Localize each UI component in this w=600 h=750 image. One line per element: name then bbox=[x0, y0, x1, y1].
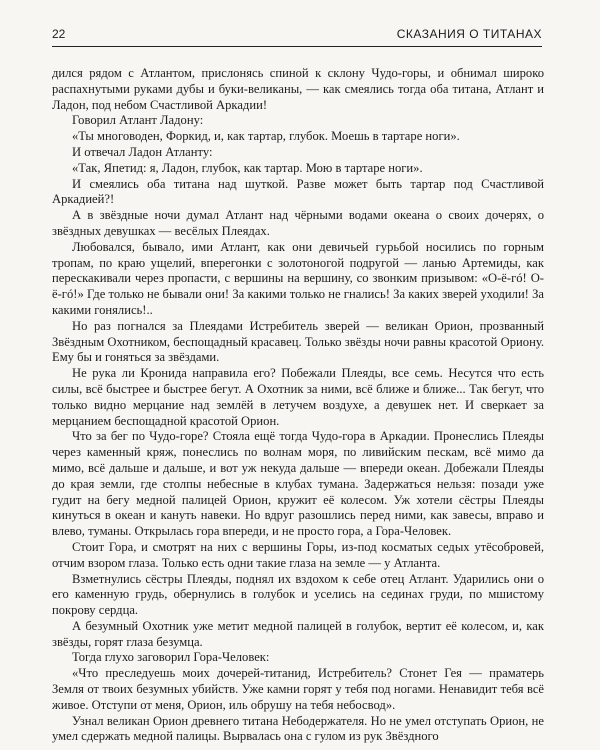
paragraph: Любовался, бывало, ими Атлант, как они девичьей гурьбой носились по горным тропам, по краю ущелий, вперегонки с золотоногой подругой — ланью Артемиды, как перескакивали через пропасти, с вершины на вершину, со звонким призывом: «О-ё-гó! О-ё-гó!» Где только не бывали они! За какими только не гнались! За каких зверей уходили! За какими гонялись!.. bbox=[52, 239, 544, 317]
page-number: 22 bbox=[52, 27, 66, 41]
paragraph: Взметнулись сёстры Плеяды, поднял их вздохом к себе отец Атлант. Ударились они о его каменную грудь, обернулись в голубок и уселись на сединах груди, по мшистому покрову сердца. bbox=[52, 571, 544, 618]
paragraph: Узнал великан Орион древнего титана Небодержателя. Но не умел отступать Орион, не умел сдержать медной палицы. Вырвалась она с гулом из рук Звёздного bbox=[52, 713, 544, 744]
paragraph: «Ты многоводен, Форкид, и, как тартар, глубок. Моешь в тартаре ноги». bbox=[72, 129, 460, 144]
running-title: СКАЗАНИЯ О ТИТАНАХ bbox=[396, 27, 542, 41]
paragraph: «Так, Япетид: я, Ладон, глубок, как тартар. Мою в тартаре ноги». bbox=[72, 160, 423, 175]
paragraph: Стоит Гора, и смотрят на них с вершины Горы, из-под косматых седых утёсобровей, отчим взором глаза. Только есть одни такие глаза на земле — у Атланта. bbox=[52, 539, 544, 570]
paragraph: дился рядом с Атлантом, прислонясь спиной к склону Чудо-горы, и обнимал широко распахнутыми руками дубы и буки-великаны, — как смеялись тогда оба титана, Атлант и Ладон, под небом Счастливой Аркадии! bbox=[52, 66, 544, 112]
paragraph: Что за бег по Чудо-горе? Стояла ещё тогда Чудо-гора в Аркадии. Пронеслись Плеяды через каменный кряж, понеслись по волнам моря, по ливийским пескам, всё мимо да мимо, всё дальше и дальше, и вот уж некуда дальше — впереди океан. Добежали Плеяды до края земли, где столпы небесные в клубах тумана. Задержаться нельзя: позади уже гудит на бегу медной палицей Орион, кружит её колесом. Уж хотели сёстры Плеяды кинуться в океан и кануть навеки. Но вдруг разошлись перед ними, как завесы, вправо и влево, туманы. Открылась гора впереди, и не просто гора, а Гора-Человек. bbox=[52, 429, 544, 539]
page-header bbox=[52, 24, 542, 47]
paragraph: Тогда глухо заговорил Гора-Человек: bbox=[72, 650, 270, 665]
paragraph: Но раз погнался за Плеядами Истребитель зверей — великан Орион, прозванный Звёздным Охотником, беспощадный красавец. Только звёзды ночи равны красотой Ориону. Ему бы и гоняться за звёздами. bbox=[52, 318, 544, 365]
paragraph: И смеялись оба титана над шуткой. Разве может быть тартар под Счастливой Аркадией?! bbox=[52, 176, 544, 207]
paragraph: Не рука ли Кронида направила его? Побежали Плеяды, все семь. Несутся что есть силы, всё быстрее и быстрее бегут. А Охотник за ними, всё ближе и ближе... Так бегут, что только видно мерцание над землёй в летучем воздухе, а девушек нет. И сверкает за мерцанием беспощадной красотой Орион. bbox=[52, 366, 544, 428]
paragraph: «Что преследуешь моих дочерей-титанид, Истребитель? Стонет Гея — праматерь Земля от твоих безумных убийств. Уже камни горят у тебя под ногами. Ненавидит тебя всё живое. Отступи от меня, Орион, иль обрушу на тебя небосвод». bbox=[52, 666, 544, 712]
paragraph: И отвечал Ладон Атланту: bbox=[72, 144, 213, 159]
paragraph: А в звёздные ночи думал Атлант над чёрными водами океана о своих дочерях, о звёздных девушках — весёлых Плеядах. bbox=[52, 208, 544, 238]
body-text bbox=[52, 66, 544, 745]
paragraph: Говорил Атлант Ладону: bbox=[72, 113, 204, 128]
paragraph: А безумный Охотник уже метит медной палицей в голубок, вертит её колесом, и, как звёзды, горят глаза безумца. bbox=[52, 618, 544, 649]
